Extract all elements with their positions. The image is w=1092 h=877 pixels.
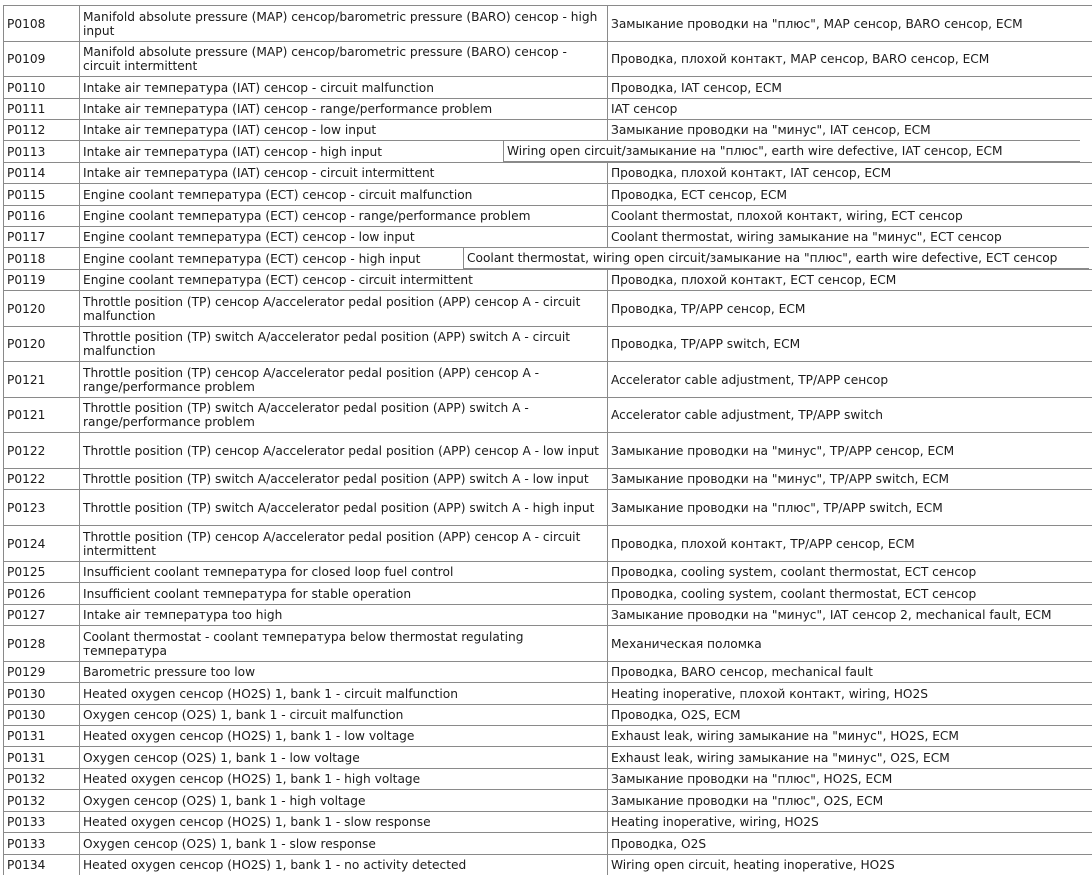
cause-cell xyxy=(607,789,1092,811)
cause-text: Замыкание проводки на "минус", TP/APP switch, ECM xyxy=(611,472,950,486)
table-row xyxy=(0,41,1092,76)
cause-text: Замыкание проводки на "плюс", O2S, ECM xyxy=(611,793,884,808)
description-cell xyxy=(79,725,607,746)
table-row xyxy=(0,468,1092,489)
description-cell xyxy=(79,41,607,76)
table-row xyxy=(0,397,1092,432)
description-cell xyxy=(79,682,607,704)
code-cell: P0127 xyxy=(3,604,79,625)
table-row xyxy=(0,582,1092,604)
code-cell: P0122 xyxy=(3,468,79,489)
table-row xyxy=(0,76,1092,98)
description-cell xyxy=(79,832,607,854)
description-text: Engine coolant температура (ECT) сенсор - circuit malfunction xyxy=(83,187,473,202)
code-cell: P0134 xyxy=(3,854,79,875)
code-cell: P0124 xyxy=(3,525,79,561)
description-text: Throttle position (TP) сенсор A/accelerator pedal position (APP) сенсор A - range/performance problem xyxy=(83,365,540,394)
table-row xyxy=(0,489,1092,525)
description-text: Manifold absolute pressure (MAP) сенсор/barometric pressure (BARO) сенсор - high input xyxy=(83,9,598,38)
description-text: Throttle position (TP) сенсор A/accelerator pedal position (APP) сенсор A - low input xyxy=(83,443,599,458)
table-row xyxy=(0,704,1092,725)
cause-cell xyxy=(607,661,1092,682)
description-text: Engine coolant температура (ECT) сенсор - low input xyxy=(83,230,415,244)
description-cell xyxy=(79,98,607,119)
cause-cell xyxy=(607,489,1092,525)
cause-cell xyxy=(607,226,1092,247)
cause-text: Проводка, TP/APP switch, ECM xyxy=(611,337,801,351)
cause-text: Замыкание проводки на "плюс", MAP сенсор, BARO сенсор, ECM xyxy=(611,16,1023,31)
description-text: Throttle position (TP) switch A/accelerator pedal position (APP) switch A - range/performance problem xyxy=(83,401,529,429)
table-row xyxy=(0,140,1092,162)
cause-text: IAT сенсор xyxy=(611,102,678,116)
description-text: Heated oxygen сенсор (HO2S) 1, bank 1 - slow response xyxy=(83,815,431,829)
table-row xyxy=(0,119,1092,140)
cause-cell xyxy=(503,140,1080,162)
table-row xyxy=(0,247,1092,269)
description-text: Coolant thermostat - coolant температура below thermostat regulating температура xyxy=(83,629,524,658)
description-cell xyxy=(79,326,607,361)
cause-text: Проводка, BARO сенсор, mechanical fault xyxy=(611,665,873,679)
cause-cell xyxy=(607,183,1092,205)
table-row xyxy=(0,432,1092,468)
cause-cell xyxy=(607,582,1092,604)
cause-text: Coolant thermostat, плохой контакт, wiring, ECT сенсор xyxy=(611,209,963,223)
cause-text: Exhaust leak, wiring замыкание на "минус", O2S, ECM xyxy=(611,750,950,765)
table-row xyxy=(0,326,1092,361)
description-text: Heated oxygen сенсор (HO2S) 1, bank 1 - no activity detected xyxy=(83,858,467,872)
cause-cell xyxy=(607,625,1092,661)
description-text: Barometric pressure too low xyxy=(83,665,256,679)
code-cell: P0116 xyxy=(3,205,79,226)
cause-text: Coolant thermostat, wiring open circuit/замыкание на "плюс", earth wire defective, ECT сенсор xyxy=(467,251,1058,265)
description-text: Manifold absolute pressure (MAP) сенсор/barometric pressure (BARO) сенсор - circuit intermittent xyxy=(83,45,567,73)
cause-text: Exhaust leak, wiring замыкание на "минус", HO2S, ECM xyxy=(611,729,959,743)
code-cell: P0132 xyxy=(3,768,79,789)
code-cell: P0111 xyxy=(3,98,79,119)
cause-text: Coolant thermostat, wiring замыкание на "минус", ECT сенсор xyxy=(611,230,1002,244)
table-row xyxy=(0,625,1092,661)
cause-text: Проводка, плохой контакт, IAT сенсор, ECM xyxy=(611,166,892,180)
description-cell xyxy=(79,789,607,811)
cause-text: Замыкание проводки на "плюс", HO2S, ECM xyxy=(611,772,893,786)
table-row xyxy=(0,811,1092,832)
code-cell: P0126 xyxy=(3,582,79,604)
table-row xyxy=(0,162,1092,183)
table-row xyxy=(0,226,1092,247)
description-text: Oxygen сенсор (O2S) 1, bank 1 - low voltage xyxy=(83,750,360,765)
cause-cell xyxy=(463,247,1089,269)
table-row xyxy=(0,361,1092,397)
code-cell: P0130 xyxy=(3,682,79,704)
code-cell: P0131 xyxy=(3,725,79,746)
cause-cell xyxy=(607,725,1092,746)
cause-text: Accelerator cable adjustment, TP/APP сенсор xyxy=(611,372,889,387)
table-row xyxy=(0,682,1092,704)
code-cell: P0109 xyxy=(3,41,79,76)
description-cell xyxy=(79,561,607,582)
description-cell xyxy=(79,290,607,326)
code-cell: P0133 xyxy=(3,811,79,832)
cause-cell xyxy=(607,704,1092,725)
description-cell xyxy=(79,5,607,41)
description-cell xyxy=(79,582,607,604)
description-text: Intake air температура (IAT) сенсор - low input xyxy=(83,123,377,137)
description-cell xyxy=(79,768,607,789)
description-text: Intake air температура too high xyxy=(83,608,283,622)
cause-cell xyxy=(607,854,1092,875)
cause-cell xyxy=(607,525,1092,561)
description-text: Insufficient coolant температура for closed loop fuel control xyxy=(83,565,454,579)
code-cell: P0118 xyxy=(3,247,79,269)
cause-text: Accelerator cable adjustment, TP/APP switch xyxy=(611,408,883,422)
description-cell xyxy=(79,269,607,290)
table-row xyxy=(0,561,1092,582)
cause-cell xyxy=(607,41,1092,76)
cause-cell xyxy=(607,326,1092,361)
cause-cell xyxy=(607,290,1092,326)
description-cell xyxy=(79,746,607,768)
description-cell xyxy=(79,704,607,725)
description-cell xyxy=(79,226,607,247)
cause-text: Проводка, плохой контакт, TP/APP сенсор, ECM xyxy=(611,536,915,551)
code-cell: P0120 xyxy=(3,326,79,361)
cause-cell xyxy=(607,768,1092,789)
description-cell xyxy=(79,489,607,525)
cause-cell xyxy=(607,468,1092,489)
code-cell: P0108 xyxy=(3,5,79,41)
description-text: Engine coolant температура (ECT) сенсор - high input xyxy=(83,251,421,266)
table-row xyxy=(0,789,1092,811)
description-cell xyxy=(79,432,607,468)
cause-text: Замыкание проводки на "минус", IAT сенсор, ECM xyxy=(611,123,931,137)
description-cell xyxy=(79,468,607,489)
cause-cell xyxy=(607,205,1092,226)
cause-text: Проводка, плохой контакт, MAP сенсор, BARO сенсор, ECM xyxy=(611,52,990,66)
table-row xyxy=(0,604,1092,625)
table-row xyxy=(0,725,1092,746)
table-row xyxy=(0,832,1092,854)
code-cell: P0125 xyxy=(3,561,79,582)
code-cell: P0122 xyxy=(3,432,79,468)
cause-text: Замыкание проводки на "минус", IAT сенсор 2, mechanical fault, ECM xyxy=(611,608,1052,622)
cause-cell xyxy=(607,162,1092,183)
table-row xyxy=(0,854,1092,875)
description-text: Throttle position (TP) switch A/accelerator pedal position (APP) switch A - high input xyxy=(83,500,595,515)
cause-cell xyxy=(607,561,1092,582)
description-cell xyxy=(79,854,607,875)
description-text: Throttle position (TP) сенсор A/accelerator pedal position (APP) сенсор A - circuit malfunction xyxy=(83,294,581,323)
description-text: Intake air температура (IAT) сенсор - circuit malfunction xyxy=(83,80,434,95)
cause-text: Проводка, cooling system, coolant thermostat, ECT сенсор xyxy=(611,586,977,601)
code-cell: P0113 xyxy=(3,140,79,162)
table-row xyxy=(0,269,1092,290)
table-row xyxy=(0,5,1092,41)
table-row xyxy=(0,525,1092,561)
cause-cell xyxy=(607,361,1092,397)
description-cell xyxy=(79,604,607,625)
description-cell xyxy=(79,525,607,561)
description-cell xyxy=(79,162,607,183)
code-cell: P0123 xyxy=(3,489,79,525)
cause-text: Проводка, ECT сенсор, ECM xyxy=(611,187,788,202)
cause-text: Проводка, IAT сенсор, ECM xyxy=(611,80,782,95)
table-row xyxy=(0,746,1092,768)
description-text: Oxygen сенсор (O2S) 1, bank 1 - circuit malfunction xyxy=(83,708,404,722)
code-cell: P0121 xyxy=(3,361,79,397)
cause-text: Замыкание проводки на "минус", TP/APP сенсор, ECM xyxy=(611,443,955,458)
cause-cell xyxy=(607,432,1092,468)
code-cell: P0117 xyxy=(3,226,79,247)
description-text: Heated oxygen сенсор (HO2S) 1, bank 1 - circuit malfunction xyxy=(83,686,458,701)
cause-cell xyxy=(607,746,1092,768)
cause-cell xyxy=(607,397,1092,432)
cause-cell xyxy=(607,98,1092,119)
description-text: Engine coolant температура (ECT) сенсор - range/performance problem xyxy=(83,209,531,223)
description-cell xyxy=(79,76,607,98)
description-text: Oxygen сенсор (O2S) 1, bank 1 - slow response xyxy=(83,836,376,851)
description-cell xyxy=(79,140,503,162)
cause-text: Проводка, cooling system, coolant thermostat, ECT сенсор xyxy=(611,565,977,579)
cause-text: Проводка, плохой контакт, ECT сенсор, ECM xyxy=(611,273,897,287)
cause-cell xyxy=(607,682,1092,704)
description-cell xyxy=(79,361,607,397)
description-cell xyxy=(79,119,607,140)
code-cell: P0130 xyxy=(3,704,79,725)
code-cell: P0119 xyxy=(3,269,79,290)
code-cell: P0115 xyxy=(3,183,79,205)
code-cell: P0129 xyxy=(3,661,79,682)
description-text: Throttle position (TP) switch A/accelerator pedal position (APP) switch A - circuit malfunction xyxy=(83,330,571,358)
description-text: Insufficient coolant температура for stable operation xyxy=(83,586,412,601)
description-text: Oxygen сенсор (O2S) 1, bank 1 - high voltage xyxy=(83,793,366,808)
cause-text: Проводка, O2S xyxy=(611,836,707,851)
description-cell xyxy=(79,183,607,205)
code-cell: P0132 xyxy=(3,789,79,811)
cause-cell xyxy=(607,811,1092,832)
code-cell: P0110 xyxy=(3,76,79,98)
table-row xyxy=(0,661,1092,682)
table-row xyxy=(0,768,1092,789)
code-cell: P0121 xyxy=(3,397,79,432)
description-cell xyxy=(79,205,607,226)
cause-text: Механическая поломка xyxy=(611,636,762,651)
cause-text: Wiring open circuit, heating inoperative, HO2S xyxy=(611,858,895,872)
description-text: Engine coolant температура (ECT) сенсор - circuit intermittent xyxy=(83,273,473,287)
cause-cell xyxy=(607,832,1092,854)
description-text: Heated oxygen сенсор (HO2S) 1, bank 1 - low voltage xyxy=(83,729,415,743)
cause-text: Heating inoperative, плохой контакт, wiring, HO2S xyxy=(611,686,928,701)
cause-cell xyxy=(607,269,1092,290)
code-cell: P0114 xyxy=(3,162,79,183)
code-cell: P0112 xyxy=(3,119,79,140)
code-cell: P0128 xyxy=(3,625,79,661)
cause-cell xyxy=(607,119,1092,140)
description-text: Intake air температура (IAT) сенсор - range/performance problem xyxy=(83,102,493,116)
code-cell: P0131 xyxy=(3,746,79,768)
code-cell: P0133 xyxy=(3,832,79,854)
cause-text: Проводка, O2S, ECM xyxy=(611,708,741,722)
description-text: Heated oxygen сенсор (HO2S) 1, bank 1 - high voltage xyxy=(83,772,421,786)
cause-cell xyxy=(607,76,1092,98)
cause-text: Wiring open circuit/замыкание на "плюс", earth wire defective, IAT сенсор, ECM xyxy=(507,144,1003,158)
description-cell xyxy=(79,247,463,269)
description-text: Throttle position (TP) switch A/accelerator pedal position (APP) switch A - low input xyxy=(83,472,589,486)
table-row xyxy=(0,183,1092,205)
description-cell xyxy=(79,625,607,661)
description-cell xyxy=(79,661,607,682)
code-cell: P0120 xyxy=(3,290,79,326)
cause-cell xyxy=(607,604,1092,625)
cause-cell xyxy=(607,5,1092,41)
description-text: Intake air температура (IAT) сенсор - circuit intermittent xyxy=(83,166,435,180)
table-row xyxy=(0,98,1092,119)
description-cell xyxy=(79,811,607,832)
description-cell xyxy=(79,397,607,432)
description-text: Throttle position (TP) сенсор A/accelerator pedal position (APP) сенсор A - circuit intermittent xyxy=(83,529,581,558)
cause-text: Замыкание проводки на "плюс", TP/APP switch, ECM xyxy=(611,500,943,515)
cause-text: Heating inoperative, wiring, HO2S xyxy=(611,815,819,829)
cause-text: Проводка, TP/APP сенсор, ECM xyxy=(611,301,806,316)
table-row xyxy=(0,205,1092,226)
description-text: Intake air температура (IAT) сенсор - high input xyxy=(83,144,382,159)
table-row xyxy=(0,290,1092,326)
